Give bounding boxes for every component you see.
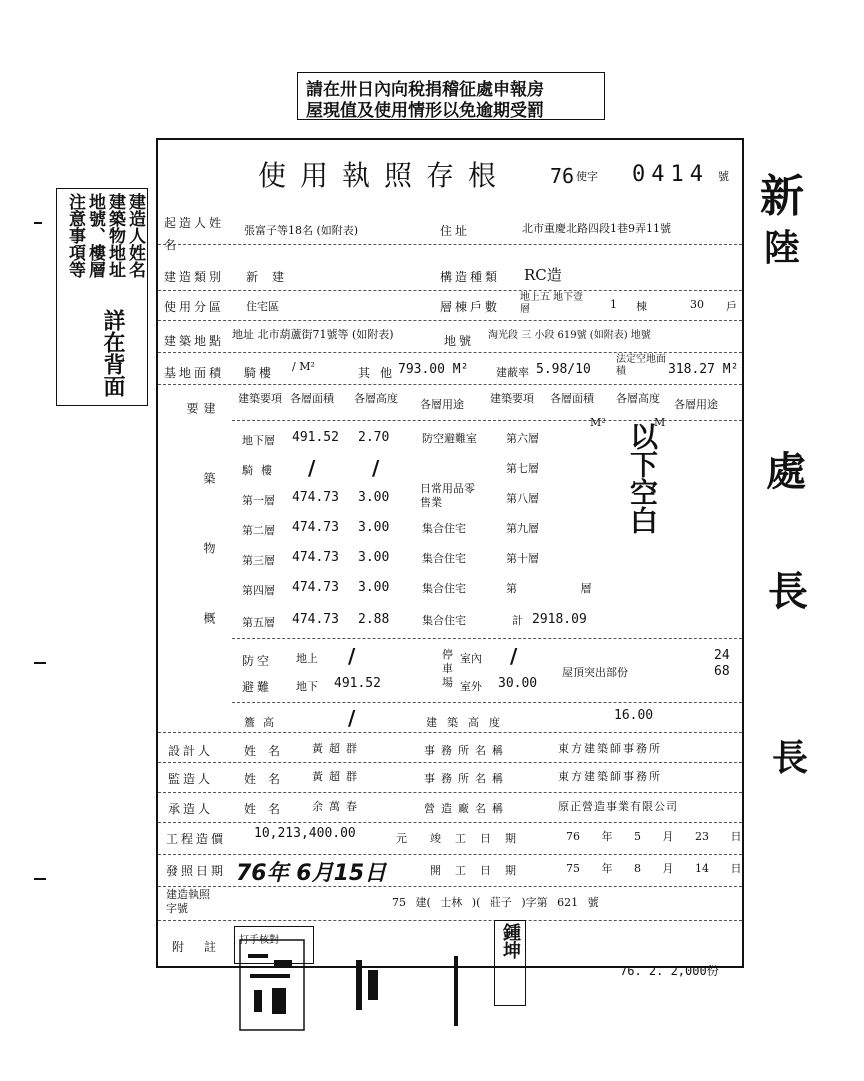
contractor-name: 余萬春	[312, 800, 363, 813]
supervisor-name-label: 姓名	[244, 772, 293, 786]
scribble-mark	[368, 970, 378, 1000]
remarks-label: 附註	[172, 940, 237, 954]
unit-m2: M²	[590, 416, 606, 429]
seal-stamp	[240, 940, 304, 1030]
header-left-use: 各層用途	[420, 398, 464, 411]
arcade-label: 騎樓	[244, 366, 275, 380]
footer-print-info: 76. 2. 2,000份	[620, 964, 719, 978]
other-label: 其他	[358, 366, 403, 380]
supervisor-name: 黃超群	[312, 770, 363, 783]
permit-value: 75 建( 士林 )( 莊子 )字第 621 號	[392, 896, 599, 909]
supervisor-office-label: 事務所名稱	[424, 772, 509, 785]
right-margin-char-1: 新	[760, 171, 804, 222]
scribble-mark	[454, 956, 458, 1026]
indoor-value: /	[510, 644, 518, 668]
roof-value-2: 68	[714, 664, 730, 679]
start-label: 開工日期	[430, 864, 530, 877]
other-value: 793.00 M²	[398, 362, 469, 377]
zone-value: 住宅區	[246, 300, 279, 313]
completion-value: 76 年 5 月 23 日	[566, 830, 742, 843]
notice-line-1: 請在卅日內向稅捐稽征處申報房	[306, 80, 544, 100]
total-label: 計	[512, 614, 523, 627]
header-left-height: 各層高度	[354, 392, 398, 405]
header-left-item: 建築要項	[238, 392, 282, 405]
seal-stroke	[250, 974, 290, 978]
side-note-box	[56, 188, 148, 406]
contractor-role: 承造人	[168, 802, 214, 816]
cost-value: 10,213,400.00	[254, 826, 356, 841]
side-note-column-1: 注意事項等	[65, 193, 85, 278]
households-count: 30	[690, 298, 704, 311]
designer-office: 東方建築師事務所	[558, 742, 662, 755]
number-char: 使字	[576, 170, 598, 183]
supervisor-role: 監造人	[168, 772, 214, 786]
buildings-count: 1	[610, 298, 617, 311]
cost-unit: 元	[396, 832, 407, 845]
contractor-office-label: 營造廠名稱	[424, 802, 509, 815]
coverage-value: 5.98/10	[536, 362, 591, 377]
right-margin-char-3: 處	[766, 449, 806, 495]
header-left-area: 各層面積	[290, 392, 334, 405]
stamp-marks	[236, 930, 536, 1040]
contractor-name-label: 姓名	[244, 802, 293, 816]
header-right-item: 建築要項	[490, 392, 534, 405]
permit-form: 使用執照存根 76 使字 0414 號 起造人姓名 張富子等18名 (如附表) 住址 北市重慶北路四段1巷9弄11號 建造類別 新建 構造種類 RC造 使用分區 住宅區 層棟戶數 地上五 地下壹層 1 棟 30 戶 建築地點 地址 北市葫蘆街71號等 (如附表) 地號 淘光段 三 小段 619號 (如附表) 地號 基地面積 騎樓 / M² 其他 793.00 M² 建蔽率 5.98/10 法定空地面積 318.27 M² 建築物概要 建築要項 各層面積 各層高度 各層用途 建築要項 各層面積 各層高度 各層用途 地下層 491.52 2.70 防空避難室 騎樓 / / 第一層 474.73 3.00 日常用品零售業 第二層 474.73 3.00 集合住宅 第三層 474.73 3.00 集合住宅 第四層 474.73 3.00 集合住宅 第五層 474.73 2.88 集合住宅 第六層 第七層 第八層 第九層 第十層 第 層 以下空白 M² M 計 2918.09 防空避難 地上 / 地下 491.52 停車場 室內 / 室外 30.00 屋頂突出部份 24 68 簷高 / 建築高度 16.00 設計人 姓名 黃超群 事務所名稱 東方建築師事務所 監造人 姓名 黃超群 事務所名稱 東方建築師事務所 承造人 姓名 余萬春 營造廠名稱 原正營造事業有限公司 工程造價 10,213,400.00 元 竣工日期 76 年 5 月 23 日 發照日期 76年 6月15日 開工日期 75 年 8 月 14 日 建造執照字號 75 建( 士林 )( 莊子 )字第 621 號 附註 打手核對 鍾坤	[156, 138, 744, 968]
eave-value: /	[348, 706, 356, 730]
blank-mark: 以下空白	[626, 422, 659, 534]
designer-office-label: 事務所名稱	[424, 744, 509, 757]
floors-value: 地上五 地下壹層	[520, 292, 584, 315]
supervisor-office: 東方建築師事務所	[558, 770, 662, 783]
floors-label: 層棟戶數	[440, 300, 501, 314]
builder-value: 張富子等18名 (如附表)	[244, 224, 359, 237]
side-note-handwritten: 詳在背面	[100, 309, 125, 397]
designer-name-label: 姓名	[244, 744, 293, 758]
eave-label: 簷高	[244, 716, 282, 729]
floor-right-6: 第六層	[506, 432, 539, 445]
build-type-value: 新建	[246, 270, 299, 284]
building-section-label: 建築物概要	[185, 402, 216, 682]
indoor-label: 室內	[460, 652, 482, 665]
seal-stroke	[274, 960, 292, 966]
shelter-label: 防空避難	[242, 654, 273, 694]
roof-value-1: 24	[714, 648, 730, 663]
page-title: 使用執照存根	[258, 159, 511, 192]
unit-m: M	[654, 416, 666, 429]
seal-stroke	[248, 954, 268, 958]
lot-label: 地號	[444, 334, 475, 348]
site-value: 地址 北市葫蘆街71號等 (如附表)	[232, 328, 394, 341]
side-note-column-2: 地號、樓層	[85, 193, 105, 278]
outdoor-value: 30.00	[498, 676, 538, 691]
buildings-unit: 棟	[636, 300, 647, 313]
edge-mark	[34, 662, 46, 664]
shelter-below-label: 地下	[296, 680, 318, 693]
stamp-label: 打手核對	[239, 935, 279, 946]
address-label: 住址	[440, 224, 471, 238]
header-right-height: 各層高度	[616, 392, 660, 405]
legal-area-value: 318.27 M²	[668, 362, 739, 377]
designer-name: 黃超群	[312, 742, 363, 755]
shelter-above-label: 地上	[296, 652, 318, 665]
edge-mark	[34, 222, 42, 224]
height-label: 建築高度	[426, 716, 510, 729]
site-label: 建築地點	[164, 334, 225, 348]
contractor-office: 原正營造事業有限公司	[558, 800, 678, 813]
cost-label: 工程造價	[166, 832, 227, 846]
roof-label: 屋頂突出部份	[562, 666, 628, 679]
official-stamp: 鍾坤	[494, 920, 526, 1006]
arcade-value: / M²	[292, 360, 315, 373]
zone-label: 使用分區	[164, 300, 225, 314]
number-prefix: 76	[550, 164, 575, 188]
structure-label: 構造種類	[440, 270, 501, 284]
outdoor-label: 室外	[460, 680, 482, 693]
completion-label: 竣工日期	[430, 832, 530, 845]
lot-value: 淘光段 三 小段 619號 (如附表) 地號	[488, 330, 651, 341]
notice-line-2: 屋現值及使用情形以免逾期受罰	[306, 101, 544, 121]
number-suffix: 號	[718, 170, 729, 183]
header-right-use: 各層用途	[674, 398, 718, 411]
builder-label: 起造人姓名	[164, 216, 225, 252]
issue-value: 76年 6月15日	[236, 861, 387, 886]
right-margin-char-4: 長	[768, 569, 808, 615]
shelter-above-value: /	[348, 644, 356, 668]
total-value: 2918.09	[532, 612, 587, 627]
floor-right-7: 第七層	[506, 462, 539, 475]
side-note-column-3: 建築物地址	[105, 193, 125, 278]
permit-number: 0414	[632, 162, 709, 187]
legal-area-label: 法定空地面積	[616, 354, 666, 377]
height-value: 16.00	[614, 708, 654, 723]
area-label: 基地面積	[164, 366, 225, 380]
start-value: 75 年 8 月 14 日	[566, 862, 742, 875]
floor-right-11: 第 層	[506, 582, 622, 595]
header-right-area: 各層面積	[550, 392, 594, 405]
households-unit: 戶	[726, 300, 737, 313]
right-margin-char-5: 長	[772, 738, 809, 779]
build-type-label: 建造類別	[164, 270, 225, 284]
structure-value: RC造	[524, 266, 562, 284]
floor-right-8: 第八層	[506, 492, 539, 505]
seal-stroke	[254, 990, 262, 1012]
parking-label: 停車場	[442, 648, 453, 689]
coverage-label: 建蔽率	[496, 366, 529, 379]
address-value: 北市重慶北路四段1巷9弄11號	[522, 222, 671, 235]
designer-role: 設計人	[168, 744, 214, 758]
side-note-column-4: 建造人姓名	[125, 193, 145, 278]
notice-box	[297, 72, 605, 120]
permit-label: 建造執照字號	[166, 888, 210, 915]
floor-right-9: 第九層	[506, 522, 539, 535]
shelter-below-value: 491.52	[334, 676, 381, 691]
issue-label: 發照日期	[166, 864, 227, 878]
scribble-mark	[356, 960, 362, 1010]
edge-mark	[34, 878, 46, 880]
floor-right-10: 第十層	[506, 552, 539, 565]
right-margin-char-2: 陸	[764, 228, 801, 269]
seal-stroke	[272, 988, 286, 1014]
